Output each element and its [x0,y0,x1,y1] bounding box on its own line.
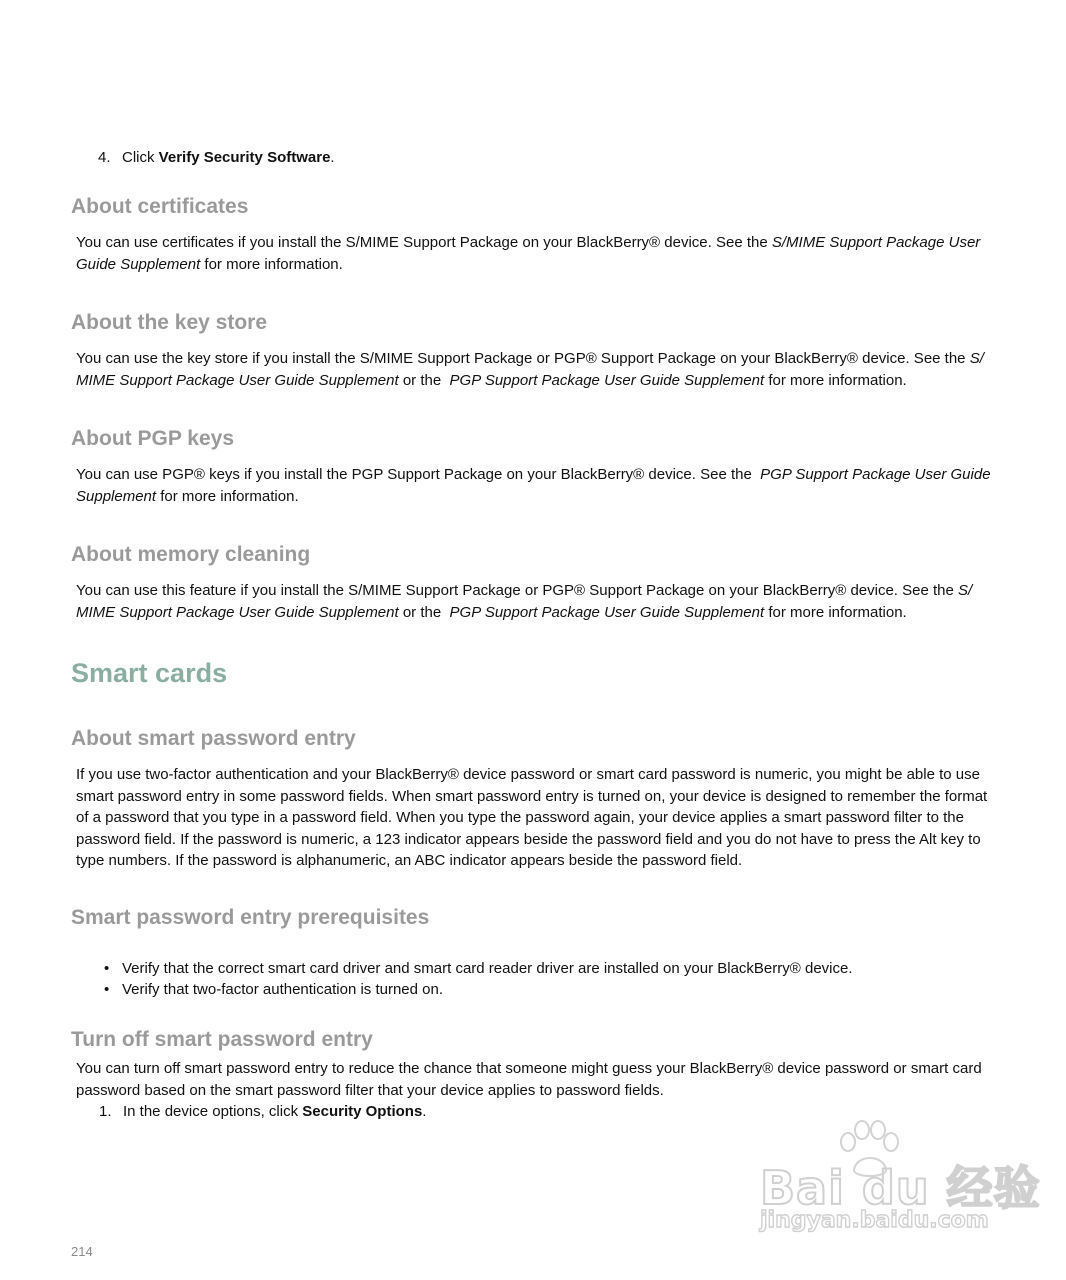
keystore-paragraph [76,348,1001,391]
text: You can use PGP® keys if you install the PGP Support Package on your BlackBerry® device. See the [76,466,761,483]
pgpkeys-paragraph [76,464,1001,507]
text: for more information. [200,255,343,273]
turnoff-paragraph [76,1058,1006,1101]
text: You can use the key store if you install the S/MIME Support Package or PGP® Support Package on your BlackBerry® device. See the [76,350,970,367]
text: or the [398,603,450,621]
prerequisites-list [104,958,853,1000]
text: for more information. [764,603,907,621]
list-item [104,979,853,1000]
italic-doc-ref: PGP Support Package User Guide Supplement [449,603,765,621]
step-text: In the device options, click [123,1103,303,1120]
text: You can use this feature if you install the S/MIME Support Package or PGP® Support Package on your BlackBerry® device. See the [76,582,959,599]
italic-doc-ref: PGP Support Package User Guide [760,466,991,483]
watermark-url: jingyan.baidu.com [760,1208,989,1233]
step-number: 4. [98,149,111,166]
italic-doc-ref: PGP Support Package User Guide Supplement [449,371,765,389]
italic-doc-ref: S/MIME Support Package User [771,234,981,251]
paragraph-line: type numbers. If the password is alphanumeric, an ABC indicator appears beside the password field. [76,852,743,869]
heading-prerequisites: Smart password entry prerequisites [71,906,430,929]
text: for more information. [764,371,907,389]
italic-doc-ref: S/ [958,582,973,599]
text: or the [398,371,450,389]
heading-about-certificates: About certificates [71,195,249,218]
heading-turn-off-smart-password: Turn off smart password entry [71,1028,373,1051]
paragraph-line: password based on the smart password filter that your device applies to password fields. [76,1081,664,1099]
bullet-icon: • [104,960,110,977]
paragraph-line: If you use two-factor authentication and your BlackBerry® device password or smart card password is numeric, you might be able to use [76,766,980,783]
italic-doc-ref: Supplement [76,487,157,505]
paragraph-line: smart password entry in some password fields. When smart password entry is turned on, your device is designed to remember the format [76,787,988,805]
step-4 [98,148,335,168]
heading-about-key-store: About the key store [71,311,268,334]
certificates-paragraph [76,232,1001,275]
italic-doc-ref: S/ [969,350,984,367]
step-number: 1. [99,1103,112,1120]
heading-about-smart-password-entry: About smart password entry [71,727,356,750]
smartpw-paragraph [76,764,1006,872]
italic-doc-ref: MIME Support Package User Guide Supplement [76,603,399,621]
paragraph-line: password field. If the password is numeric, a 123 indicator appears beside the password field and you do not have to press the Alt key to [76,830,981,848]
step-1 [99,1102,426,1122]
paragraph-line: of a password that you type in a password field. When you type the password again, your device applies a smart password filter to the [76,809,964,826]
list-item-text: Verify that two-factor authentication is turned on. [122,981,444,998]
text: You can use certificates if you install the S/MIME Support Package on your BlackBerry® device. See the [76,234,772,251]
page-number: 214 [71,1244,93,1259]
baidu-watermark [748,1120,1041,1240]
bullet-icon: • [104,981,110,998]
watermark-logo: Bai du 经验 [760,1161,1041,1215]
list-item-text: Verify that the correct smart card driver and smart card reader driver are installed on your BlackBerry® device. [122,960,853,977]
text: for more information. [156,487,299,505]
heading-about-memory-cleaning: About memory cleaning [71,543,311,566]
list-item [104,958,853,979]
step-suffix: . [422,1103,427,1120]
step-bold: Security Options [302,1103,423,1120]
step-suffix: . [330,149,335,166]
step-bold: Verify Security Software [158,149,331,166]
heading-about-pgp-keys: About PGP keys [71,427,234,450]
italic-doc-ref: MIME Support Package User Guide Supplement [76,371,399,389]
paragraph-line: You can turn off smart password entry to reduce the chance that someone might guess your BlackBerry® device password or smart card [76,1060,982,1077]
step-text: Click [122,149,159,166]
section-title-smart-cards: Smart cards [71,658,228,688]
italic-doc-ref: Guide Supplement [76,255,201,273]
memory-paragraph [76,580,1001,623]
